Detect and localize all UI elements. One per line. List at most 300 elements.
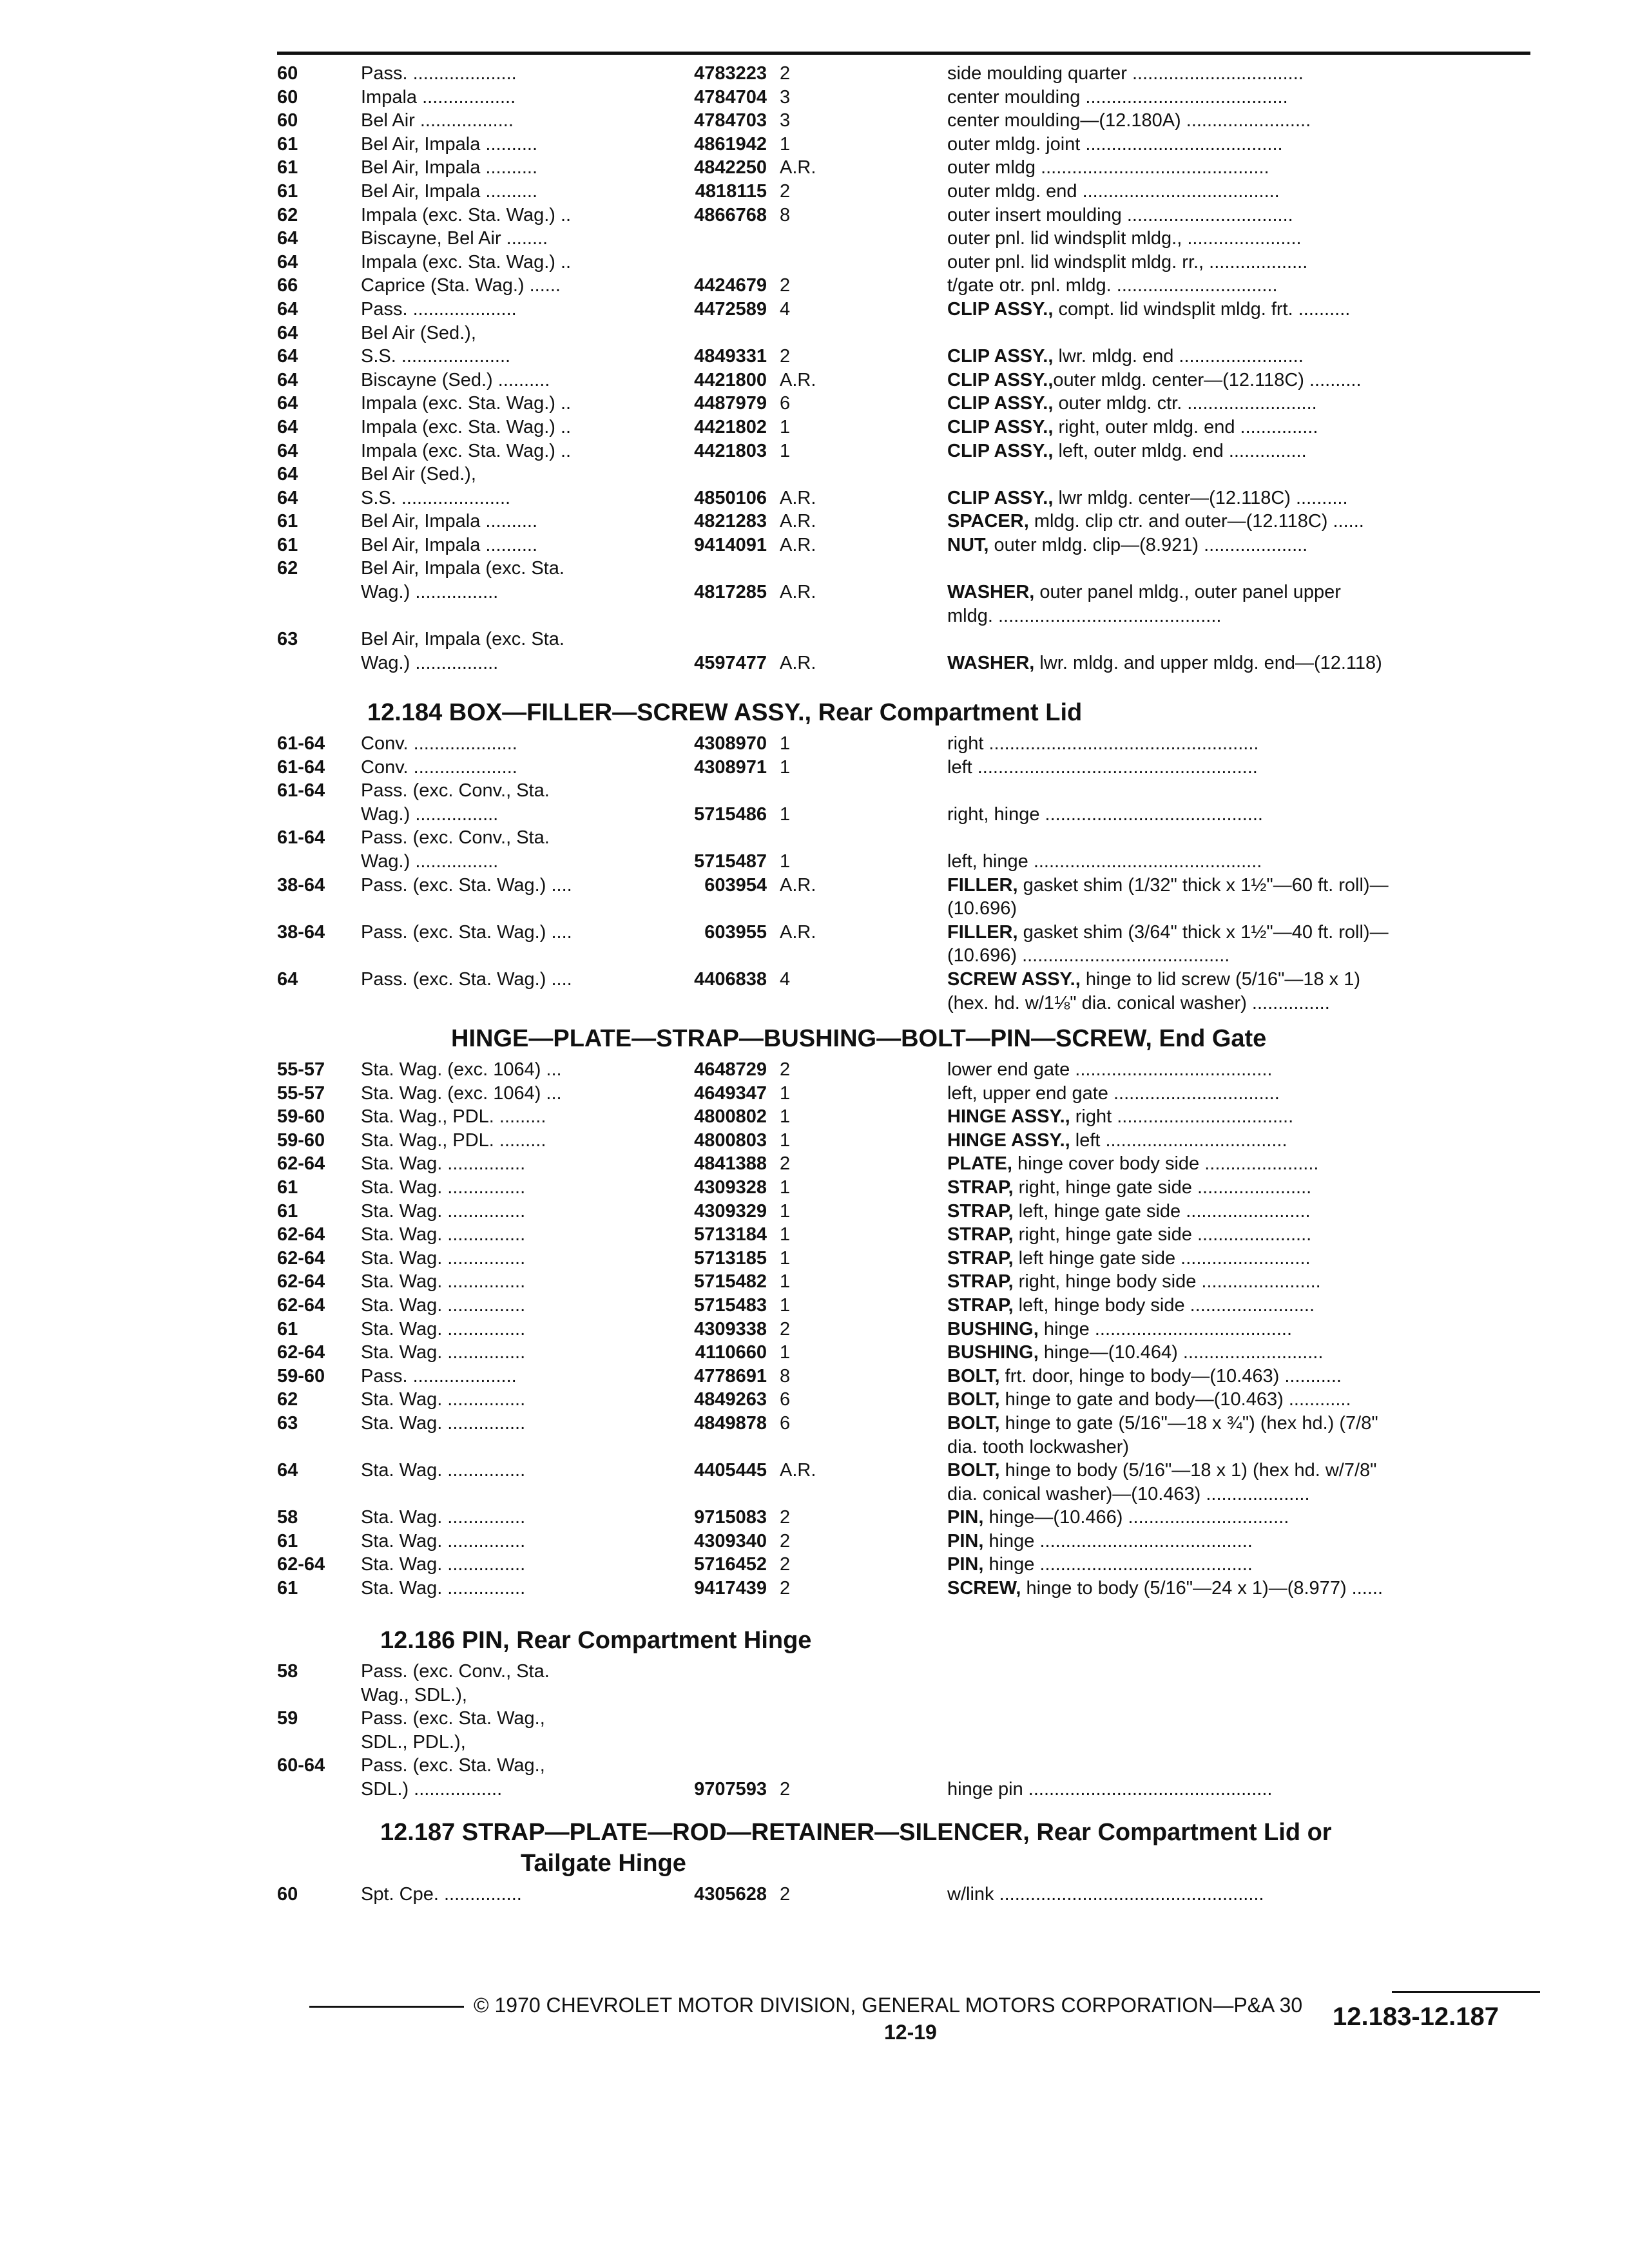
quantity: A.R. [780,582,816,603]
model-year: 61 [277,1318,298,1340]
quantity: 1 [780,1106,791,1128]
table-row [277,204,1534,227]
part-name: SCREW ASSY., [947,968,1081,990]
part-number: 4648729 [694,1059,767,1080]
model-description: S.S. ..................... [361,346,511,367]
part-description: (10.696) ........................................ [947,945,1230,966]
quantity: 1 [780,756,791,778]
part-number: 5713184 [694,1224,767,1245]
quantity: 6 [780,1389,791,1410]
model-description: Sta. Wag. ............... [361,1200,526,1222]
table-row [277,1684,1534,1707]
table-row [277,1754,1534,1778]
table-row [277,533,1534,557]
table-row [277,850,1534,874]
part-description: WASHER, outer panel mldg., outer panel upper [947,582,1341,603]
table-row [277,251,1534,274]
section-title-12186: 12.186 PIN, Rear Compartment Hinge [380,1627,812,1654]
part-description: lower end gate ...................................... [947,1059,1273,1080]
footer-copyright: © 1970 CHEVROLET MOTOR DIVISION, GENERAL MOTORS CORPORATION—P&A 30 [474,1994,1303,2017]
part-number: 4800803 [694,1129,767,1151]
part-description: STRAP, left, hinge body side ........................ [947,1294,1315,1316]
model-description: Bel Air, Impala .......... [361,534,537,555]
part-number: 4842250 [694,157,767,178]
table-row [277,921,1534,945]
table-row [277,897,1534,921]
part-number: 9414091 [694,534,767,555]
table-row [277,345,1534,369]
section-12186-rows [277,1660,1534,1802]
part-number: 603955 [704,921,767,943]
part-description: PIN, hinge ......................................... [947,1530,1253,1552]
part-description: CLIP ASSY., right, outer mldg. end ............... [947,416,1318,437]
table-row [277,1223,1534,1247]
model-description: Bel Air, Impala .......... [361,511,537,532]
part-description: dia. tooth lockwasher) [947,1436,1130,1457]
table-row [277,581,1534,604]
model-description: Pass. (exc. Sta. Wag.) .... [361,921,572,943]
table-row [277,1200,1534,1224]
model-description: Sta. Wag. ............... [361,1294,526,1316]
table-row [277,874,1534,898]
model-year: 61-64 [277,780,325,802]
section-12184 [277,691,1534,1015]
part-name: BUSHING, [947,1342,1039,1363]
quantity: 4 [780,298,791,320]
model-description: Sta. Wag. ............... [361,1389,526,1410]
part-number: 5713185 [694,1247,767,1269]
table-row [277,968,1534,992]
part-description: right, hinge .......................................... [947,803,1263,825]
part-description: NUT, outer mldg. clip—(8.921) .................... [947,534,1308,555]
part-name: CLIP ASSY., [947,440,1054,461]
table-row [277,826,1534,850]
part-number: 4783223 [694,63,767,84]
quantity: 2 [780,1578,791,1599]
model-year: 62-64 [277,1247,325,1269]
model-year: 64 [277,298,298,320]
model-year: 62 [277,558,298,579]
model-year: 62 [277,204,298,226]
quantity: 2 [780,63,791,84]
table-row [277,1412,1534,1436]
quantity: 2 [780,346,791,367]
part-description: BOLT, hinge to gate and body—(10.463) ............ [947,1389,1351,1410]
quantity: 1 [780,1271,791,1293]
table-row [277,133,1534,157]
model-description: Sta. Wag. ............... [361,1247,526,1269]
part-description: hinge pin ............................................... [947,1778,1273,1800]
model-description: Bel Air, Impala (exc. Sta. [361,558,564,579]
quantity: A.R. [780,1460,816,1481]
part-name: BOLT, [947,1365,1000,1387]
part-number: 4305628 [694,1884,767,1905]
model-description: Conv. .................... [361,733,517,754]
model-description: Sta. Wag. (exc. 1064) ... [361,1059,562,1080]
part-number: 9715083 [694,1507,767,1528]
part-name: CLIP ASSY., [947,416,1054,437]
part-name: BOLT, [947,1389,1000,1410]
model-year: 64 [277,251,298,273]
part-number: 4778691 [694,1365,767,1387]
footer-range: 12.183-12.187 [1333,2003,1499,2031]
model-description: SDL.) ................. [361,1778,503,1800]
model-description: Pass. (exc. Conv., Sta. [361,1661,550,1682]
model-year: 62 [277,1389,298,1410]
quantity: 3 [780,110,791,131]
table-row [277,1082,1534,1106]
part-name: STRAP, [947,1271,1014,1293]
section-title-12187: 12.187 STRAP—PLATE—ROD—RETAINER—SILENCER, Rear Compartment Lid or [380,1819,1332,1846]
table-row [277,651,1534,675]
part-description: CLIP ASSY.,outer mldg. center—(12.118C) .......... [947,369,1362,390]
table-row [277,1577,1534,1600]
part-name: BOLT, [947,1460,1000,1481]
model-year: 63 [277,629,298,650]
model-description: Sta. Wag. ............... [361,1318,526,1340]
part-description: mldg. ........................................... [947,605,1222,626]
table-row [277,510,1534,533]
table-row [277,227,1534,251]
part-number: 5716452 [694,1554,767,1575]
model-description: Sta. Wag. ............... [361,1530,526,1552]
quantity: 2 [780,1530,791,1552]
model-description: Pass. (exc. Conv., Sta. [361,780,550,802]
part-name: BUSHING, [947,1318,1039,1340]
model-description: Bel Air, Impala (exc. Sta. [361,629,564,650]
section-12187 [277,1811,1534,1907]
part-name: CLIP ASSY., [947,298,1054,320]
model-description: Impala (exc. Sta. Wag.) .. [361,393,572,414]
model-year: 64 [277,487,298,508]
part-description: FILLER, gasket shim (3/64" thick x 1½"—40 ft. roll)— [947,921,1389,943]
part-description: outer insert moulding ................................ [947,204,1293,226]
model-description: Caprice (Sta. Wag.) ...... [361,275,561,296]
section-12183 [277,62,1534,675]
model-description: Pass. (exc. Conv., Sta. [361,827,550,849]
part-number: 4487979 [694,393,767,414]
quantity: 2 [780,1554,791,1575]
table-row [277,109,1534,133]
quantity: 1 [780,1247,791,1269]
part-description: SPACER, mldg. clip ctr. and outer—(12.118C) ...... [947,511,1364,532]
part-number: 4110660 [695,1342,767,1363]
table-row [277,156,1534,180]
model-year: 61 [277,133,298,155]
model-description: Bel Air, Impala .......... [361,157,537,178]
model-description: Pass. (exc. Sta. Wag.) .... [361,968,572,990]
quantity: 1 [780,1224,791,1245]
model-year: 58 [277,1507,298,1528]
model-description: S.S. ..................... [361,487,511,508]
model-description: Sta. Wag. ............... [361,1177,526,1198]
model-year: 62-64 [277,1271,325,1293]
table-row [277,1294,1534,1318]
model-description: Wag.) ................ [361,652,499,673]
table-row [277,557,1534,581]
quantity: 8 [780,204,791,226]
part-description: t/gate otr. pnl. mldg. ............................... [947,275,1278,296]
part-name: PIN, [947,1507,984,1528]
part-description: CLIP ASSY., lwr mldg. center—(12.118C) .......... [947,487,1348,508]
part-description: w/link ................................................... [947,1884,1264,1905]
model-year: 58 [277,1661,298,1682]
table-row [277,180,1534,204]
part-name: STRAP, [947,1200,1014,1222]
quantity: 1 [780,440,791,461]
part-description: CLIP ASSY., outer mldg. ctr. ......................... [947,393,1317,414]
part-description: CLIP ASSY., lwr. mldg. end ........................ [947,346,1304,367]
table-row [277,322,1534,345]
top-rule [277,52,1530,55]
model-year: 61 [277,157,298,178]
part-number: 4818115 [695,180,767,202]
part-number: 4817285 [694,582,767,603]
model-description: Impala (exc. Sta. Wag.) .. [361,251,572,273]
model-year: 55-57 [277,1082,325,1104]
model-year: 64 [277,346,298,367]
part-number: 4800802 [694,1106,767,1128]
model-description: Conv. .................... [361,756,517,778]
model-year: 61 [277,1530,298,1552]
part-number: 5715486 [694,803,767,825]
table-row [277,1388,1534,1412]
quantity: 2 [780,1318,791,1340]
part-number: 5715487 [694,850,767,872]
part-description: FILLER, gasket shim (1/32" thick x 1½"—60 ft. roll)— [947,874,1389,896]
section-title-12184: 12.184 BOX—FILLER—SCREW ASSY., Rear Compartment Lid [367,699,1083,726]
model-year: 61 [277,180,298,202]
part-description: outer mldg. end ...................................... [947,180,1280,202]
part-number: 4597477 [694,652,767,673]
part-number: 4406838 [694,968,767,990]
quantity: A.R. [780,369,816,390]
model-description: Sta. Wag. ............... [361,1153,526,1175]
model-description: Pass. (exc. Sta. Wag., [361,1708,545,1729]
model-description: Pass. (exc. Sta. Wag.) .... [361,874,572,896]
part-number: 4424679 [694,275,767,296]
quantity: 2 [780,1884,791,1905]
model-year: 63 [277,1412,298,1434]
table-row [277,486,1534,510]
table-row [277,1883,1534,1907]
section-title-12187-cont: Tailgate Hinge [521,1850,686,1877]
part-number: 4309340 [694,1530,767,1552]
table-row [277,1270,1534,1294]
table-row [277,803,1534,827]
quantity: 2 [780,275,791,296]
part-name: SPACER, [947,511,1029,532]
model-year: 60 [277,110,298,131]
model-year: 64 [277,1460,298,1481]
model-description: Wag., SDL.), [361,1684,467,1706]
quantity: A.R. [780,534,816,555]
model-year: 64 [277,393,298,414]
part-description: BOLT, hinge to gate (5/16"—18 x ¾") (hex hd.) (7/8" [947,1412,1378,1434]
part-name: STRAP, [947,1247,1014,1269]
part-number: 4821283 [694,511,767,532]
table-row [277,1707,1534,1731]
model-year: 59-60 [277,1106,325,1128]
table-row [277,298,1534,322]
model-year: 61 [277,534,298,555]
part-number: 4849263 [694,1389,767,1410]
model-year: 61-64 [277,733,325,754]
model-year: 64 [277,228,298,249]
model-year: 59-60 [277,1365,325,1387]
model-description: Sta. Wag. ............... [361,1460,526,1481]
table-row [277,369,1534,392]
part-description: (10.696) [947,898,1017,919]
quantity: 2 [780,1059,791,1080]
table-row [277,392,1534,416]
quantity: 1 [780,1082,791,1104]
table-row [277,604,1534,628]
part-number: 4649347 [694,1082,767,1104]
part-number: 4861942 [694,133,767,155]
table-row [277,779,1534,803]
model-year: 59 [277,1708,298,1729]
part-description: center moulding—(12.180A) ........................ [947,110,1311,131]
part-name: WASHER, [947,582,1035,603]
model-year: 60 [277,63,298,84]
model-description: Spt. Cpe. ............... [361,1884,522,1905]
part-description: PLATE, hinge cover body side ...................... [947,1153,1319,1175]
section-12185 [277,1017,1534,1600]
section-12187-rows [277,1883,1534,1907]
part-number: 4866768 [694,204,767,226]
quantity: 1 [780,133,791,155]
part-name: WASHER, [947,652,1035,673]
model-description: Impala .................. [361,86,516,108]
model-year: 38-64 [277,921,325,943]
part-description: PIN, hinge ......................................... [947,1554,1253,1575]
model-description: Pass. (exc. Sta. Wag., [361,1755,545,1776]
part-name: STRAP, [947,1224,1014,1245]
quantity: 1 [780,1129,791,1151]
model-year: 64 [277,416,298,437]
model-description: Wag.) ................ [361,582,499,603]
part-number: 4784704 [694,86,767,108]
table-row [277,1365,1534,1389]
quantity: 4 [780,968,791,990]
part-description: BOLT, hinge to body (5/16"—18 x 1) (hex hd. w/7/8" [947,1460,1377,1481]
quantity: 2 [780,1507,791,1528]
model-description: Sta. Wag. ............... [361,1342,526,1363]
part-number: 4309338 [694,1318,767,1340]
model-description: Sta. Wag. ............... [361,1507,526,1528]
model-year: 38-64 [277,874,325,896]
table-row [277,439,1534,463]
table-row [277,1731,1534,1754]
part-description: SCREW ASSY., hinge to lid screw (5/16"—18 x 1) [947,968,1361,990]
model-description: Wag.) ................ [361,850,499,872]
quantity: 1 [780,1177,791,1198]
model-description: Sta. Wag. ............... [361,1271,526,1293]
model-description: Bel Air (Sed.), [361,322,476,343]
part-name: STRAP, [947,1177,1014,1198]
quantity: 3 [780,86,791,108]
part-number: 4309329 [694,1200,767,1222]
model-year: 61-64 [277,827,325,849]
part-name: HINGE ASSY., [947,1129,1070,1151]
part-number: 5715483 [694,1294,767,1316]
model-description: Impala (exc. Sta. Wag.) .. [361,416,572,437]
quantity: A.R. [780,921,816,943]
model-description: Bel Air (Sed.), [361,464,476,485]
part-name: PIN, [947,1554,984,1575]
model-description: Biscayne (Sed.) .......... [361,369,550,390]
table-row [277,992,1534,1015]
model-year: 61 [277,511,298,532]
part-description: side moulding quarter ................................. [947,63,1304,84]
quantity: 2 [780,1778,791,1800]
quantity: 6 [780,1412,791,1434]
part-name: SCREW, [947,1578,1021,1599]
quantity: 1 [780,1200,791,1222]
part-name: FILLER, [947,921,1018,943]
table-row [277,756,1534,780]
part-description: STRAP, right, hinge gate side ...................... [947,1224,1312,1245]
model-year: 61-64 [277,756,325,778]
part-description: PIN, hinge—(10.466) ............................... [947,1507,1289,1528]
part-number: 4784703 [694,110,767,131]
table-row [277,1459,1534,1483]
model-year: 61 [277,1578,298,1599]
table-row [277,1778,1534,1802]
model-description: Sta. Wag. ............... [361,1554,526,1575]
model-description: Sta. Wag. ............... [361,1224,526,1245]
part-description: HINGE ASSY., right .................................. [947,1106,1294,1128]
table-row [277,1483,1534,1506]
model-description: Sta. Wag. (exc. 1064) ... [361,1082,562,1104]
part-description: STRAP, right, hinge body side ....................... [947,1271,1321,1293]
model-year: 61 [277,1200,298,1222]
model-year: 60 [277,1884,298,1905]
part-description: right .................................................... [947,733,1259,754]
part-description: BUSHING, hinge ...................................... [947,1318,1293,1340]
model-description: Sta. Wag. ............... [361,1578,526,1599]
quantity: A.R. [780,487,816,508]
footer-rule-right [1392,1991,1540,1993]
quantity: 1 [780,416,791,437]
part-description: left, upper end gate ................................ [947,1082,1280,1104]
model-year: 60 [277,86,298,108]
part-number: 4850106 [694,487,767,508]
section-12186 [277,1619,1534,1802]
part-name: PLATE, [947,1153,1012,1175]
model-year: 62-64 [277,1342,325,1363]
table-row [277,628,1534,651]
quantity: A.R. [780,874,816,896]
model-year: 64 [277,369,298,390]
quantity: 1 [780,1294,791,1316]
quantity: A.R. [780,511,816,532]
quantity: 2 [780,1153,791,1175]
part-number: 4421800 [694,369,767,390]
table-row [277,1553,1534,1577]
part-description: dia. conical washer)—(10.463) .................... [947,1483,1310,1504]
quantity: A.R. [780,652,816,673]
model-description: Bel Air, Impala .......... [361,133,537,155]
model-year: 64 [277,322,298,343]
part-name: PIN, [947,1530,984,1552]
model-year: 61 [277,1177,298,1198]
part-number: 5715482 [694,1271,767,1293]
model-description: Impala (exc. Sta. Wag.) .. [361,204,572,226]
table-row [277,416,1534,439]
model-description: Pass. .................... [361,298,517,320]
